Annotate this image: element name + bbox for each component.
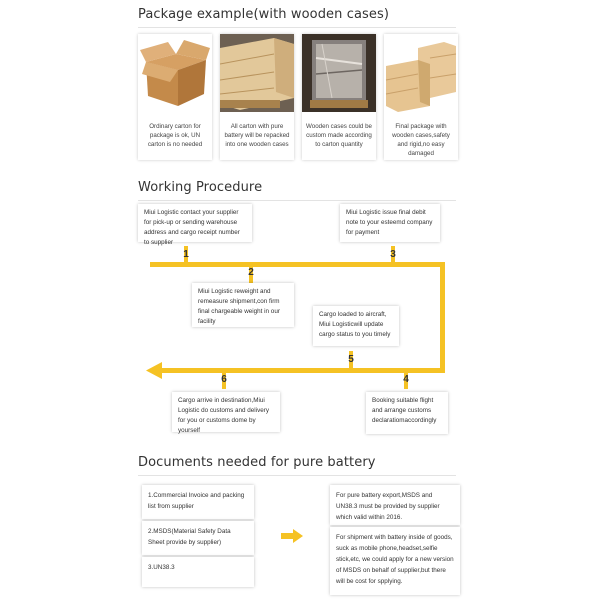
step-box <box>313 306 399 346</box>
document-text: 3.UN38.3 <box>148 564 175 571</box>
arrow-right-icon <box>281 529 303 543</box>
step-box <box>366 392 448 434</box>
document-item <box>142 521 254 555</box>
step-number: 5 <box>348 354 354 365</box>
step-box <box>340 204 440 242</box>
document-item <box>142 485 254 519</box>
documents-section-title: Documents needed for pure battery <box>138 455 376 470</box>
step-text: Booking suitable flight and arrange customs declaratiomaccordingly <box>372 397 437 424</box>
step-number: 1 <box>183 249 189 260</box>
step-box <box>192 283 294 327</box>
step-number: 4 <box>403 374 409 385</box>
package-caption: Final package with wooden cases,safety and rigid,no easy damaged <box>392 123 450 157</box>
step-text: Cargo loaded to aircraft, Miui Logisticwill update cargo status to you timely <box>319 311 391 338</box>
step-text: Miui Logistic issue final debit note to your esteemd company for payment <box>346 209 433 236</box>
document-note <box>330 485 460 525</box>
package-caption: Ordinary carton for package is ok, UN carton is no needed <box>147 123 203 148</box>
package-caption: All carton with pure battery will be repacked into one wooden cases <box>224 123 290 148</box>
step-text: Miui Logistic reweight and remeasure shipment,con firm final chargeable weight in our facility <box>198 288 280 325</box>
document-text: 1.Commercial Invoice and packing list from supplier <box>148 492 245 510</box>
step-box <box>172 392 280 432</box>
step-text: Cargo arrive in destination,Miui Logistic do customs and delivery for you or customs dome by yourself <box>178 397 270 434</box>
step-number: 3 <box>390 249 396 260</box>
document-text: 2.MSDS(Material Safety Data Sheet provide by supplier) <box>148 528 231 546</box>
divider <box>138 475 456 476</box>
document-item <box>142 557 254 587</box>
step-number: 6 <box>221 374 227 385</box>
step-text: Miui Logistic contact your supplier for pick-up or sending warehouse address and cargo receipt number to supplier <box>144 209 240 246</box>
package-caption: Wooden cases could be custom made according to carton quantity <box>306 123 372 148</box>
document-note <box>330 527 460 595</box>
package-section-title: Package example(with wooden cases) <box>138 7 390 22</box>
procedure-section-title: Working Procedure <box>138 180 263 195</box>
document-note-text: For shipment with battery inside of goods, suck as mobile phone,headset,selfie stick,etc, we could apply for a new version of MSDS on behalf of supplier,but there will be cost for spplying. <box>336 534 454 585</box>
step-number: 2 <box>248 267 254 278</box>
step-box <box>138 204 252 246</box>
document-note-text: For pure battery export,MSDS and UN38.3 must be provided by supplier which valid within 2016. <box>336 492 440 521</box>
